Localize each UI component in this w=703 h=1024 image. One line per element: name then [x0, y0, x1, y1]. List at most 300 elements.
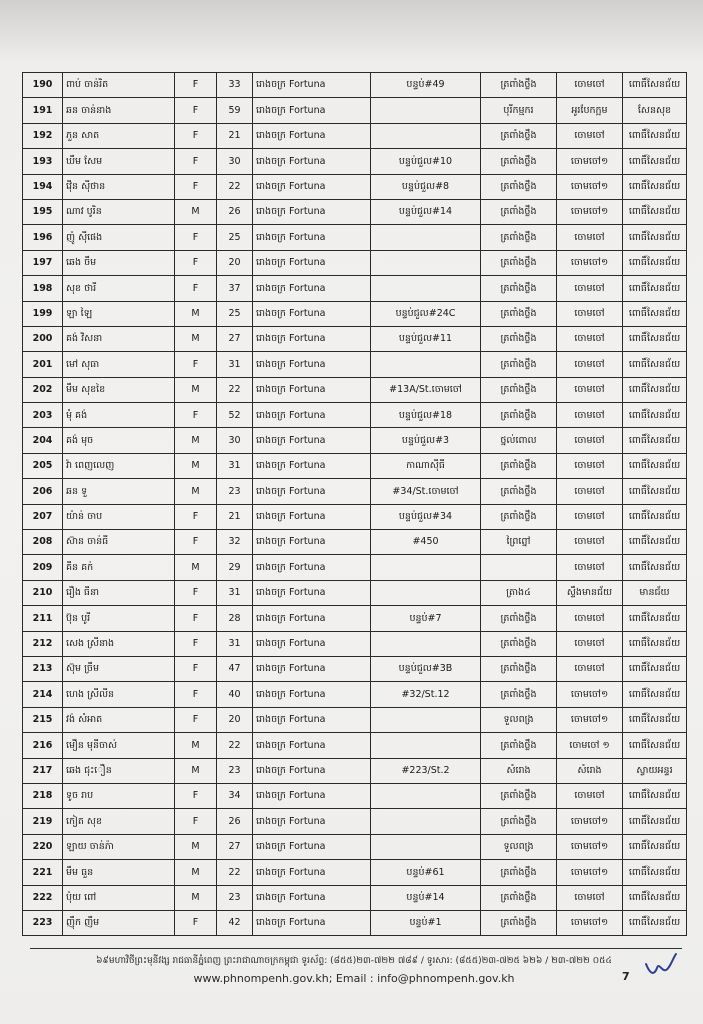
cell-address	[371, 707, 481, 732]
cell-village: ត្រពាំងថ្លឹង	[481, 885, 557, 910]
cell-factory: រោងចក្រ Fortuna	[253, 580, 371, 605]
cell-sex: M	[175, 301, 217, 326]
cell-commune: អូរបែកក្អម	[557, 98, 623, 123]
cell-village: បុរីកម្មករ	[481, 98, 557, 123]
cell-address	[371, 783, 481, 808]
cell-village: ត្រពាំងថ្លឹង	[481, 733, 557, 758]
cell-no: 222	[23, 885, 63, 910]
table-row	[23, 174, 687, 199]
cell-village: ត្រពាំងថ្លឹង	[481, 250, 557, 275]
cell-sex: F	[175, 174, 217, 199]
cell-address: បន្ទប់ជួល#11	[371, 326, 481, 351]
cell-no: 219	[23, 809, 63, 834]
cell-village: ត្រពាំងថ្លឹង	[481, 682, 557, 707]
cell-sex: F	[175, 707, 217, 732]
cell-factory: រោងចក្រ Fortuna	[253, 758, 371, 783]
cell-age: 21	[217, 504, 253, 529]
cell-village: ព្រៃព្នៅ	[481, 530, 557, 555]
cell-name: ភួន សាត	[63, 123, 175, 148]
cell-name: មឿន មុនីចាស់	[63, 733, 175, 758]
cell-sex: F	[175, 276, 217, 301]
cell-village: ត្រពាំងថ្លឹង	[481, 225, 557, 250]
cell-district: ពោធិ៍សែនជ័យ	[623, 910, 687, 935]
cell-commune: ចោមចៅ១	[557, 174, 623, 199]
cell-age: 33	[217, 73, 253, 98]
cell-village: ត្រពាំងថ្លឹង	[481, 73, 557, 98]
cell-commune: ចោមចៅ១	[557, 834, 623, 859]
cell-age: 31	[217, 352, 253, 377]
cell-commune: ចោមចៅ	[557, 453, 623, 478]
cell-village: ថ្នល់ពោល	[481, 428, 557, 453]
cell-address: កាណាស៊ីធី	[371, 453, 481, 478]
table-row	[23, 428, 687, 453]
cell-sex: F	[175, 73, 217, 98]
cell-district: ពោធិ៍សែនជ័យ	[623, 73, 687, 98]
cell-name: ញ៉ូ ស៊ីផេង	[63, 225, 175, 250]
cell-age: 26	[217, 809, 253, 834]
cell-sex: F	[175, 809, 217, 834]
cell-sex: F	[175, 149, 217, 174]
cell-village: ត្រពាំងថ្លឹង	[481, 606, 557, 631]
cell-district: ពោធិ៍សែនជ័យ	[623, 631, 687, 656]
cell-district: ពោធិ៍សែនជ័យ	[623, 250, 687, 275]
cell-age: 25	[217, 301, 253, 326]
cell-address: បន្ទប់#7	[371, 606, 481, 631]
table-row	[23, 733, 687, 758]
cell-factory: រោងចក្រ Fortuna	[253, 631, 371, 656]
cell-district: ពោធិ៍សែនជ័យ	[623, 199, 687, 224]
page-number: 7	[622, 970, 630, 983]
cell-district: ពោធិ៍សែនជ័យ	[623, 834, 687, 859]
table-row	[23, 834, 687, 859]
cell-no: 210	[23, 580, 63, 605]
cell-age: 27	[217, 326, 253, 351]
cell-address: បន្ទប់#1	[371, 910, 481, 935]
cell-district: ពោធិ៍សែនជ័យ	[623, 733, 687, 758]
cell-name: ឡាយ ចាន់ភ៉ា	[63, 834, 175, 859]
cell-district: ពោធិ៍សែនជ័យ	[623, 783, 687, 808]
cell-village: ត្រពាំងថ្លឹង	[481, 123, 557, 148]
cell-no: 209	[23, 555, 63, 580]
table-row	[23, 860, 687, 885]
cell-no: 205	[23, 453, 63, 478]
cell-village: ត្រពាំងថ្លឹង	[481, 377, 557, 402]
cell-sex: F	[175, 606, 217, 631]
cell-commune: ចោមចៅ	[557, 377, 623, 402]
table-row	[23, 453, 687, 478]
cell-age: 22	[217, 860, 253, 885]
cell-village: ត្រពាំងថ្លឹង	[481, 631, 557, 656]
cell-village: ត្រពាំងថ្លឹង	[481, 910, 557, 935]
cell-district: ពោធិ៍សែនជ័យ	[623, 123, 687, 148]
cell-district: ពោធិ៍សែនជ័យ	[623, 174, 687, 199]
cell-village: ត្រពាំងថ្លឹង	[481, 860, 557, 885]
cell-no: 213	[23, 656, 63, 681]
cell-age: 42	[217, 910, 253, 935]
cell-district: ពោធិ៍សែនជ័យ	[623, 301, 687, 326]
cell-name: ឆេង ចឹម	[63, 250, 175, 275]
cell-village: ត្រពាំងថ្លឹង	[481, 149, 557, 174]
cell-factory: រោងចក្រ Fortuna	[253, 199, 371, 224]
cell-sex: M	[175, 428, 217, 453]
cell-commune: ចោមចៅ១	[557, 860, 623, 885]
table-row	[23, 250, 687, 275]
cell-factory: រោងចក្រ Fortuna	[253, 73, 371, 98]
cell-commune: ចោមចៅ	[557, 301, 623, 326]
cell-address: បន្ទប់#14	[371, 885, 481, 910]
cell-name: វ៉ើន ស៊ីថាន	[63, 174, 175, 199]
cell-age: 23	[217, 885, 253, 910]
cell-address: បន្ទប់#49	[371, 73, 481, 98]
cell-no: 221	[23, 860, 63, 885]
cell-name: ឃឹម សែម	[63, 149, 175, 174]
cell-factory: រោងចក្រ Fortuna	[253, 225, 371, 250]
cell-no: 201	[23, 352, 63, 377]
cell-district: ពោធិ៍សែនជ័យ	[623, 276, 687, 301]
cell-factory: រោងចក្រ Fortuna	[253, 174, 371, 199]
cell-factory: រោងចក្រ Fortuna	[253, 783, 371, 808]
cell-factory: រោងចក្រ Fortuna	[253, 809, 371, 834]
cell-factory: រោងចក្រ Fortuna	[253, 403, 371, 428]
cell-commune: ចោមចៅ១	[557, 809, 623, 834]
cell-no: 195	[23, 199, 63, 224]
cell-district: ពោធិ៍សែនជ័យ	[623, 606, 687, 631]
cell-district: ពោធិ៍សែនជ័យ	[623, 479, 687, 504]
cell-village: ត្រាង៤	[481, 580, 557, 605]
cell-commune: ចោមចៅ១	[557, 682, 623, 707]
cell-district: ពោធិ៍សែនជ័យ	[623, 403, 687, 428]
cell-district: ពោធិ៍សែនជ័យ	[623, 428, 687, 453]
cell-address: បន្ទប់ជួល#18	[371, 403, 481, 428]
cell-sex: F	[175, 580, 217, 605]
table-row	[23, 885, 687, 910]
cell-address	[371, 809, 481, 834]
cell-age: 22	[217, 174, 253, 199]
cell-district: ពោធិ៍សែនជ័យ	[623, 149, 687, 174]
cell-no: 214	[23, 682, 63, 707]
cell-sex: F	[175, 530, 217, 555]
cell-village: ត្រពាំងថ្លឹង	[481, 276, 557, 301]
cell-address	[371, 225, 481, 250]
cell-address	[371, 352, 481, 377]
cell-address	[371, 555, 481, 580]
cell-address: #223/St.2	[371, 758, 481, 783]
table-row	[23, 479, 687, 504]
cell-factory: រោងចក្រ Fortuna	[253, 326, 371, 351]
cell-factory: រោងចក្រ Fortuna	[253, 860, 371, 885]
cell-village: ត្រពាំងថ្លឹង	[481, 326, 557, 351]
table-row	[23, 656, 687, 681]
cell-name: ហេង ស្រីលីន	[63, 682, 175, 707]
cell-district: ពោធិ៍សែនជ័យ	[623, 504, 687, 529]
cell-address: បន្ទប់#61	[371, 860, 481, 885]
cell-address: #34/St.ចោមចៅ	[371, 479, 481, 504]
cell-address: បន្ទប់ជួល#3	[371, 428, 481, 453]
cell-address	[371, 834, 481, 859]
cell-commune: ចោមចៅ	[557, 555, 623, 580]
cell-name: រឿង ធីនា	[63, 580, 175, 605]
cell-district: មានជ័យ	[623, 580, 687, 605]
table-row	[23, 149, 687, 174]
cell-commune: ចោមចៅ	[557, 656, 623, 681]
cell-district: ពោធិ៍សែនជ័យ	[623, 352, 687, 377]
cell-district: ពោធិ៍សែនជ័យ	[623, 225, 687, 250]
cell-no: 197	[23, 250, 63, 275]
footer-address: ៦៩មហាវិថីព្រះមុនីវង្ស រាជធានីភ្នំពេញ ព្រះរាជាណាចក្រកម្ពុជា ទូរស័ព្ទ: (៨៥៥)២៣-៧២២ ៧៨៩ / ទូរសារ: (៨៥៥)២៣-៧២៥ ៦២៦ / ២៣-៧២២ ០៥៤	[96, 956, 612, 966]
cell-age: 32	[217, 530, 253, 555]
initial-signature	[640, 950, 680, 980]
table-row	[23, 199, 687, 224]
cell-district: ស្វាយអន្ទរ	[623, 758, 687, 783]
cell-commune: ចោមចៅ	[557, 783, 623, 808]
cell-village: ត្រពាំងថ្លឹង	[481, 403, 557, 428]
cell-factory: រោងចក្រ Fortuna	[253, 301, 371, 326]
cell-sex: F	[175, 910, 217, 935]
cell-no: 216	[23, 733, 63, 758]
table-row	[23, 123, 687, 148]
cell-address: #450	[371, 530, 481, 555]
cell-no: 190	[23, 73, 63, 98]
cell-factory: រោងចក្រ Fortuna	[253, 656, 371, 681]
table-row	[23, 580, 687, 605]
cell-sex: F	[175, 682, 217, 707]
cell-age: 31	[217, 453, 253, 478]
cell-district: ពោធិ៍សែនជ័យ	[623, 809, 687, 834]
table-row	[23, 555, 687, 580]
cell-name: ណាវ បូរិន	[63, 199, 175, 224]
cell-age: 30	[217, 149, 253, 174]
cell-district: ពោធិ៍សែនជ័យ	[623, 555, 687, 580]
cell-factory: រោងចក្រ Fortuna	[253, 733, 371, 758]
cell-commune: ចោមចៅ១	[557, 199, 623, 224]
cell-name: គង់ មុច	[63, 428, 175, 453]
cell-commune: ចោមចៅ	[557, 479, 623, 504]
cell-age: 23	[217, 758, 253, 783]
cell-no: 218	[23, 783, 63, 808]
cell-name: គង់ វិសនា	[63, 326, 175, 351]
cell-factory: រោងចក្រ Fortuna	[253, 834, 371, 859]
cell-age: 30	[217, 428, 253, 453]
cell-no: 192	[23, 123, 63, 148]
cell-age: 20	[217, 707, 253, 732]
cell-no: 220	[23, 834, 63, 859]
cell-village: ត្រពាំងថ្លឹង	[481, 352, 557, 377]
cell-commune: ចោមចៅ១	[557, 707, 623, 732]
cell-name: សេង ស្រីនាង	[63, 631, 175, 656]
cell-village: ត្រពាំងថ្លឹង	[481, 174, 557, 199]
cell-no: 199	[23, 301, 63, 326]
cell-name: សុខ ថារី	[63, 276, 175, 301]
cell-no: 202	[23, 377, 63, 402]
cell-name: ញ៉ឹក ញឹម	[63, 910, 175, 935]
cell-age: 34	[217, 783, 253, 808]
table-row	[23, 352, 687, 377]
cell-sex: M	[175, 834, 217, 859]
cell-no: 215	[23, 707, 63, 732]
cell-no: 194	[23, 174, 63, 199]
table-body	[23, 73, 687, 936]
cell-sex: M	[175, 199, 217, 224]
cell-address: #13A/St.ចោមចៅ	[371, 377, 481, 402]
cell-age: 21	[217, 123, 253, 148]
table-row	[23, 530, 687, 555]
cell-address: បន្ទប់ជួល#8	[371, 174, 481, 199]
cell-address	[371, 733, 481, 758]
cell-address: #32/St.12	[371, 682, 481, 707]
cell-name: យ៉ាន់ ចាប	[63, 504, 175, 529]
cell-commune: ចោមចៅ១	[557, 149, 623, 174]
cell-factory: រោងចក្រ Fortuna	[253, 377, 371, 402]
cell-name: ប៉ុយ ពៅ	[63, 885, 175, 910]
cell-sex: F	[175, 98, 217, 123]
cell-commune: ចោមចៅ	[557, 225, 623, 250]
cell-village: សំរោង	[481, 758, 557, 783]
cell-name: វង់ សំអាត	[63, 707, 175, 732]
cell-village: ទួលពង្រ	[481, 834, 557, 859]
cell-address	[371, 580, 481, 605]
cell-name: មុំ គង់	[63, 403, 175, 428]
cell-commune: ចោមចៅ	[557, 606, 623, 631]
cell-age: 23	[217, 479, 253, 504]
cell-name: មឹម ធួន	[63, 860, 175, 885]
cell-district: ពោធិ៍សែនជ័យ	[623, 326, 687, 351]
table-row	[23, 783, 687, 808]
cell-sex: F	[175, 352, 217, 377]
cell-age: 20	[217, 250, 253, 275]
cell-no: 203	[23, 403, 63, 428]
table-row	[23, 910, 687, 935]
table-row	[23, 606, 687, 631]
cell-no: 191	[23, 98, 63, 123]
table-row	[23, 631, 687, 656]
cell-commune: ចោមចៅ	[557, 530, 623, 555]
cell-sex: F	[175, 225, 217, 250]
cell-commune: ចោមចៅ	[557, 631, 623, 656]
cell-factory: រោងចក្រ Fortuna	[253, 530, 371, 555]
cell-commune: ចោមចៅ	[557, 885, 623, 910]
table-row	[23, 98, 687, 123]
cell-district: ពោធិ៍សែនជ័យ	[623, 707, 687, 732]
cell-no: 200	[23, 326, 63, 351]
cell-no: 207	[23, 504, 63, 529]
cell-name: ឆន ចាន់នាង	[63, 98, 175, 123]
cell-age: 31	[217, 580, 253, 605]
cell-sex: M	[175, 758, 217, 783]
cell-name: ស៊ាន ចាន់ធី	[63, 530, 175, 555]
cell-commune: ចោមចៅ	[557, 326, 623, 351]
cell-district: ពោធិ៍សែនជ័យ	[623, 682, 687, 707]
table-row	[23, 403, 687, 428]
cell-sex: M	[175, 860, 217, 885]
cell-age: 31	[217, 631, 253, 656]
cell-no: 208	[23, 530, 63, 555]
cell-name: ទូច រាប	[63, 783, 175, 808]
cell-age: 52	[217, 403, 253, 428]
cell-commune: ចោមចៅ	[557, 428, 623, 453]
cell-factory: រោងចក្រ Fortuna	[253, 606, 371, 631]
table-row	[23, 707, 687, 732]
cell-sex: M	[175, 555, 217, 580]
cell-age: 28	[217, 606, 253, 631]
cell-factory: រោងចក្រ Fortuna	[253, 885, 371, 910]
cell-name: ពាប់ ចាន់រិត	[63, 73, 175, 98]
cell-age: 22	[217, 377, 253, 402]
cell-name: គីន គក់	[63, 555, 175, 580]
cell-commune: សំរោង	[557, 758, 623, 783]
table-row	[23, 326, 687, 351]
cell-age: 37	[217, 276, 253, 301]
cell-no: 217	[23, 758, 63, 783]
cell-name: វ៉ា ពេញលេញ	[63, 453, 175, 478]
cell-no: 204	[23, 428, 63, 453]
cell-age: 27	[217, 834, 253, 859]
cell-sex: M	[175, 479, 217, 504]
cell-no: 212	[23, 631, 63, 656]
footer-rule	[30, 948, 682, 949]
cell-factory: រោងចក្រ Fortuna	[253, 707, 371, 732]
table-row	[23, 225, 687, 250]
cell-village: ត្រពាំងថ្លឹង	[481, 453, 557, 478]
table-row	[23, 682, 687, 707]
cell-factory: រោងចក្រ Fortuna	[253, 504, 371, 529]
cell-factory: រោងចក្រ Fortuna	[253, 250, 371, 275]
cell-name: មឹម សុខខៃ	[63, 377, 175, 402]
cell-district: ពោធិ៍សែនជ័យ	[623, 377, 687, 402]
cell-age: 29	[217, 555, 253, 580]
cell-address	[371, 631, 481, 656]
cell-village	[481, 555, 557, 580]
cell-commune: ចោមចៅ ១	[557, 733, 623, 758]
cell-sex: F	[175, 783, 217, 808]
cell-address: បន្ទប់ជួល#10	[371, 149, 481, 174]
cell-address: បន្ទប់ជួល#34	[371, 504, 481, 529]
cell-commune: ចោមចៅ	[557, 352, 623, 377]
cell-age: 26	[217, 199, 253, 224]
cell-factory: រោងចក្រ Fortuna	[253, 352, 371, 377]
cell-factory: រោងចក្រ Fortuna	[253, 276, 371, 301]
cell-sex: M	[175, 326, 217, 351]
cell-no: 223	[23, 910, 63, 935]
cell-name: កៀត សុខ	[63, 809, 175, 834]
cell-age: 47	[217, 656, 253, 681]
cell-commune: ស្ទឹងមានជ័យ	[557, 580, 623, 605]
cell-village: ត្រពាំងថ្លឹង	[481, 809, 557, 834]
cell-sex: F	[175, 123, 217, 148]
cell-no: 206	[23, 479, 63, 504]
cell-commune: ចោមចៅ	[557, 403, 623, 428]
cell-address	[371, 123, 481, 148]
cell-factory: រោងចក្រ Fortuna	[253, 428, 371, 453]
cell-factory: រោងចក្រ Fortuna	[253, 98, 371, 123]
cell-village: ត្រពាំងថ្លឹង	[481, 301, 557, 326]
cell-commune: ចោមចៅ	[557, 504, 623, 529]
cell-factory: រោងចក្រ Fortuna	[253, 453, 371, 478]
cell-address: បន្ទប់ជួល#14	[371, 199, 481, 224]
table-row	[23, 301, 687, 326]
cell-commune: ចោមចៅ១	[557, 910, 623, 935]
scan-shadow	[0, 0, 703, 62]
cell-address	[371, 98, 481, 123]
cell-sex: F	[175, 403, 217, 428]
cell-sex: M	[175, 377, 217, 402]
cell-commune: ចោមចៅ	[557, 276, 623, 301]
cell-name: មៅ សុធា	[63, 352, 175, 377]
cell-address	[371, 276, 481, 301]
cell-no: 196	[23, 225, 63, 250]
cell-factory: រោងចក្រ Fortuna	[253, 682, 371, 707]
cell-village: ទួលពង្រ	[481, 707, 557, 732]
registry-table	[22, 72, 687, 936]
